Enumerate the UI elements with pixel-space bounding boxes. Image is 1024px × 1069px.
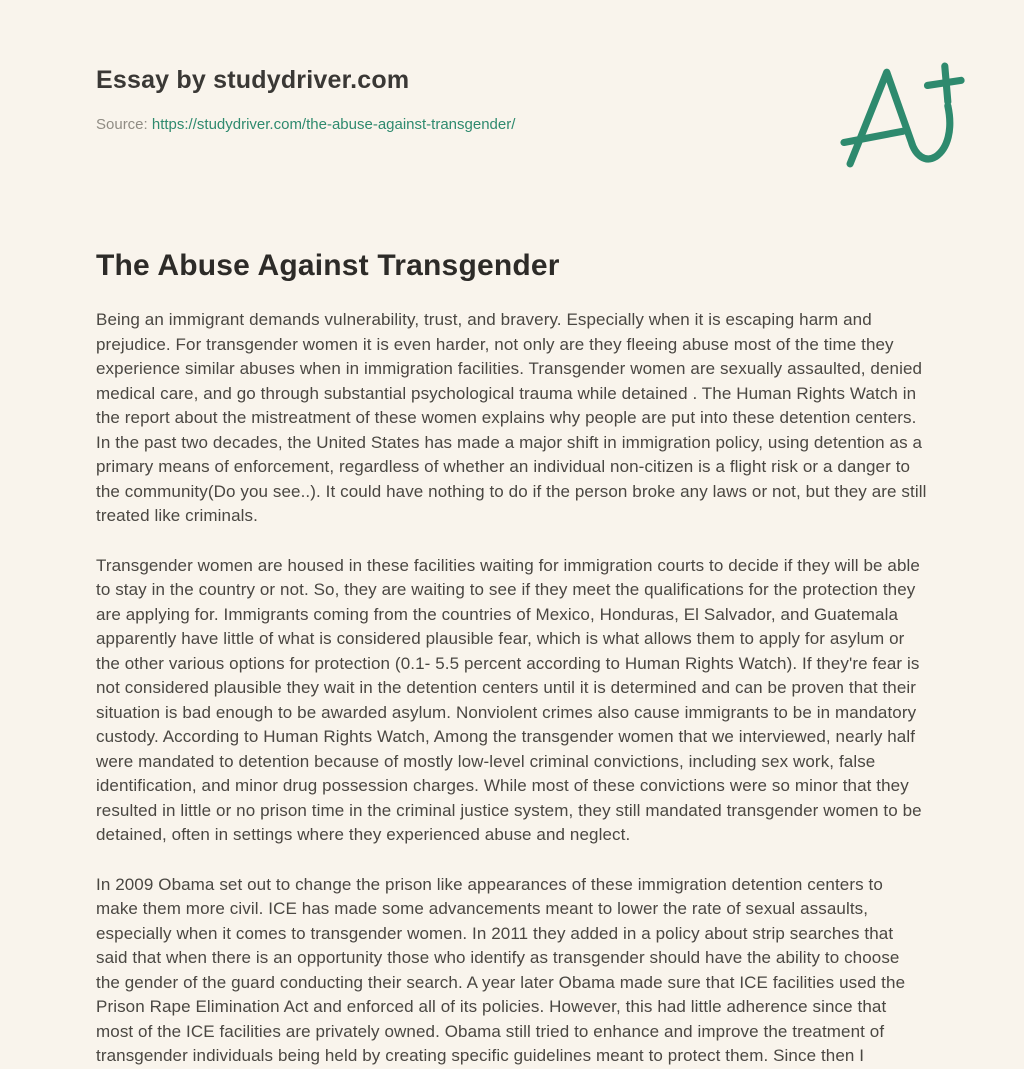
document-header-title: Essay by studydriver.com: [96, 66, 410, 94]
essay-paragraph: In 2009 Obama set out to change the prison like appearances of these immigration detention centers to make them more civil. ICE has made some advancements meant to lower the rate of sexual assaults, especially when it comes to transgender women. In 2011 they added in a policy about strip searches that said that when there is an opportunity those who identify as transgender should have the ability to choose the gender of the guard conducting their search. A year later Obama made sure that ICE facilities used the Prison Rape Elimination Act and enforced all of its policies. However, this had little adherence since that most of the ICE facilities are privately owned. Obama still tried to enhance and improve the treatment of transgender individuals being held by creating specific guidelines meant to protect them. Since then I: [96, 874, 906, 1065]
essay-paragraph: Being an immigrant demands vulnerability, trust, and bravery. Especially when it is escaping harm and prejudice. For transgender women it is even harder, not only are they fleeing abuse most of the time they experience similar abuses when in immigration facilities. Transgender women are sexually assaulted, denied medical care, and go through substantial psychological trauma while detained . The Human Rights Watch in the report about the mistreatment of these women explains why people are put into these detention centers. In the past two decades, the United States has made a major shift in immigration policy, using detention as a primary means of enforcement, regardless of whether an individual non-citizen is a flight risk or a danger to the community(Do you see..). It could have nothing to do if the person broke any laws or not, but they are still treated like criminals.: [96, 310, 927, 525]
studydriver-a-plus-logo-icon: [836, 60, 966, 172]
document-header: [96, 66, 928, 133]
essay-title: The Abuse Against Transgender: [96, 249, 560, 282]
source-label: Source:: [96, 116, 148, 133]
essay-body: [96, 308, 928, 1069]
source-line: [96, 116, 928, 133]
essay-paragraph: Transgender women are housed in these facilities waiting for immigration courts to decide if they will be able to stay in the country or not. So, they are waiting to see if they meet the qualifications for the protection they are applying for. Immigrants coming from the countries of Mexico, Honduras, El Salvador, and Guatemala apparently have little of what is considered plausible fear, which is what allows them to apply for asylum or the other various options for protection (0.1- 5.5 percent according to Human Rights Watch). If they're fear is not considered plausible they wait in the detention centers until it is determined and can be proven that their situation is bad enough to be awarded asylum. Nonviolent crimes also cause immigrants to be in mandatory custody. According to Human Rights Watch, Among the transgender women that we interviewed, nearly half were mandated to detention because of mostly low-level criminal convictions, including sex work, false identification, and minor drug possession charges. While most of these convictions were so minor that they resulted in little or no prison time in the criminal justice system, they still mandated transgender women to be detained, often in settings where they experienced abuse and neglect.: [96, 555, 922, 844]
source-url-link[interactable]: https://studydriver.com/the-abuse-against-transgender/: [151, 116, 516, 133]
